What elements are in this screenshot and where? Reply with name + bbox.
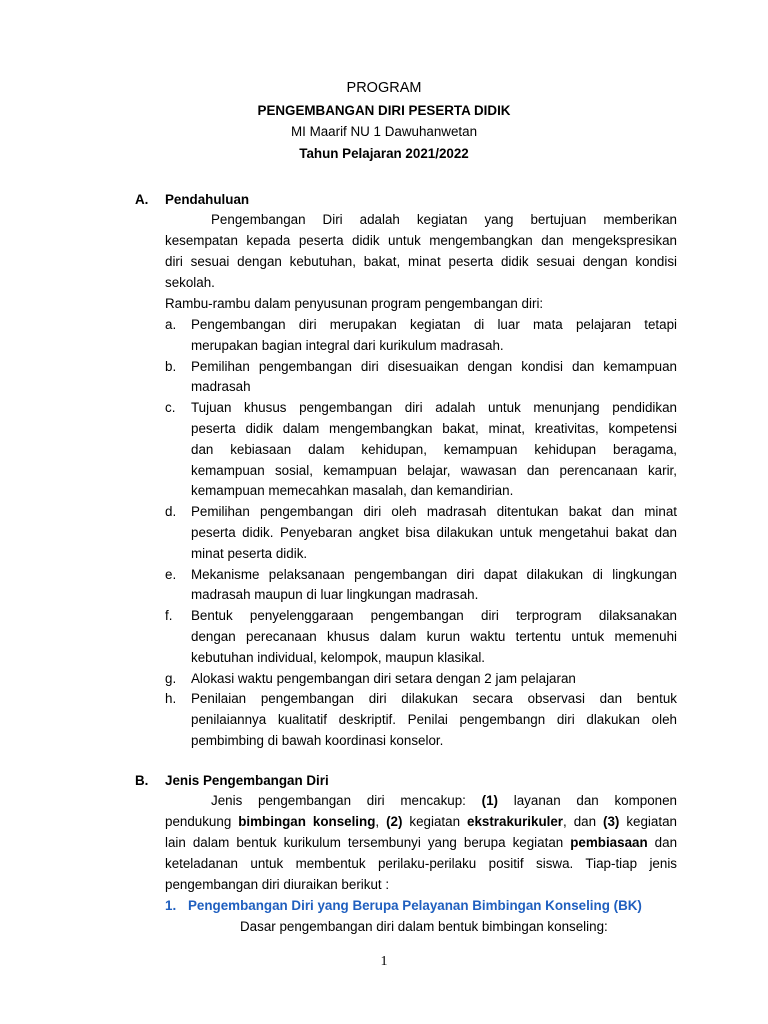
dasar-heading: Dasar pengembangan diri dalam bentuk bimbingan konseling:: [240, 919, 608, 934]
list-item-line: merupakan bagian integral dari kurikulum madrasah.: [191, 337, 504, 353]
list-item-line: kebutuhan individual, kelompok, maupun klasikal.: [191, 649, 486, 665]
list-item-line: Penilaian pengembangan diri dilakukan secara observasi dan bentuk: [191, 691, 677, 707]
list-item-marker: g.: [165, 670, 177, 686]
list-item-line: Pengembangan diri merupakan kegiatan di luar mata pelajaran tetapi: [191, 317, 677, 332]
paragraph-line: sekolah.: [165, 275, 215, 290]
section-b-title: Jenis Pengembangan Diri: [165, 773, 329, 788]
text-span: lain dalam bentuk kurikulum tersembunyi yang berupa kegiatan: [165, 835, 571, 850]
text-span: (1): [481, 793, 499, 808]
text-span: (2): [386, 814, 403, 829]
list-item-line: Alokasi waktu pengembangan diri setara dengan 2 jam pelajaran: [191, 670, 576, 686]
text-span: (3): [603, 814, 620, 829]
doc-subtitle: PENGEMBANGAN DIRI PESERTA DIDIK: [257, 103, 511, 118]
list-item-line: Pemilihan pengembangan diri disesuaikan dengan kondisi dan kemampuan: [191, 358, 677, 374]
list-item-line: madrasah maupun di luar lingkungan madrasah.: [191, 587, 479, 603]
text-span: ekstrakurikuler: [467, 814, 564, 829]
text-span: pendukung: [165, 814, 239, 829]
list-item-line: dan kebiasaan dalam kehidupan, kemampuan kehidupan beragama,: [191, 441, 677, 457]
doc-title: PROGRAM: [346, 80, 422, 96]
text-span: kegiatan: [619, 814, 677, 829]
text-span: layanan dan komponen: [498, 793, 677, 808]
list-item-line: pembimbing di bawah koordinasi konselor.: [191, 733, 444, 748]
list-item-line: peserta didik. Penyebaran angket bisa dilakukan untuk mengetahui bakat dan: [191, 525, 677, 540]
list-item-line: penilaiannya kualitatif deskriptif. Penilai pengembangn diri dlakukan oleh: [191, 712, 677, 728]
text-span: bimbingan konseling: [238, 814, 376, 829]
list-item-line: Pemilihan pengembangan diri oleh madrasah ditentukan bakat dan minat: [191, 504, 677, 520]
subsection-1-marker: 1.: [165, 898, 177, 913]
paragraph-line: [165, 812, 677, 832]
list-item-line: Bentuk penyelenggaraan pengembangan diri terprogram dilaksanakan: [191, 608, 677, 624]
list-item-line: kemampuan sosial, kemampuan belajar, wawasan dan perencanaan karir,: [191, 462, 677, 478]
text-span: dan: [647, 835, 678, 850]
list-item-marker: d.: [165, 504, 177, 520]
text-span: pembiasaan: [570, 835, 648, 850]
paragraph-line: Pengembangan Diri adalah kegiatan yang bertujuan memberikan: [211, 212, 677, 227]
section-b-marker: B.: [135, 773, 149, 788]
list-item-marker: e.: [165, 566, 177, 582]
subsection-1-title: Pengembangan Diri yang Berupa Pelayanan Bimbingan Konseling (BK): [188, 898, 642, 913]
academic-year: Tahun Pelajaran 2021/2022: [299, 146, 469, 161]
paragraph-line: keteladanan untuk membentuk perilaku-perilaku positif siswa. Tiap-tiap jenis: [165, 856, 677, 871]
paragraph-line: pengembangan diri diuraikan berikut :: [165, 877, 390, 892]
paragraph-line: [211, 791, 677, 811]
list-item-line: kemampuan memecahkan masalah, dan kemandirian.: [191, 483, 514, 499]
rambu-heading: Rambu-rambu dalam penyusunan program pengembangan diri:: [165, 296, 544, 311]
list-item-line: madrasah: [191, 379, 251, 395]
list-item-line: minat peserta didik.: [191, 545, 308, 561]
list-item-marker: a.: [165, 317, 177, 332]
list-item-line: Tujuan khusus pengembangan diri adalah untuk menunjang pendidikan: [191, 400, 677, 416]
text-span: kegiatan: [402, 814, 467, 829]
list-item-marker: h.: [165, 691, 177, 707]
list-item-line: peserta didik dalam mengembangkan bakat, minat, kreativitas, kompetensi: [191, 421, 677, 436]
list-item-marker: b.: [165, 358, 177, 374]
text-span: ,: [375, 814, 387, 829]
paragraph-line: kesempatan kepada peserta didik untuk mengembangkan dan mengekspresikan: [165, 233, 677, 248]
text-span: Jenis pengembangan diri mencakup:: [211, 793, 482, 808]
list-item-line: Mekanisme pelaksanaan pengembangan diri dapat dilakukan di lingkungan: [191, 566, 677, 582]
page-number: 1: [380, 954, 388, 969]
section-a-marker: A.: [135, 192, 149, 207]
text-span: , dan: [563, 814, 604, 829]
list-item-marker: f.: [165, 608, 173, 624]
school-name: MI Maarif NU 1 Dawuhanwetan: [290, 124, 478, 139]
list-item-line: dengan perecanaan khusus dalam kurun waktu tertentu untuk memenuhi: [191, 629, 677, 644]
list-item-marker: c.: [165, 400, 176, 416]
paragraph-line: diri sesuai dengan kebutuhan, bakat, minat peserta didik sesuai dengan kondisi: [165, 254, 677, 269]
section-a-title: Pendahuluan: [165, 192, 250, 207]
paragraph-line: [165, 833, 677, 853]
